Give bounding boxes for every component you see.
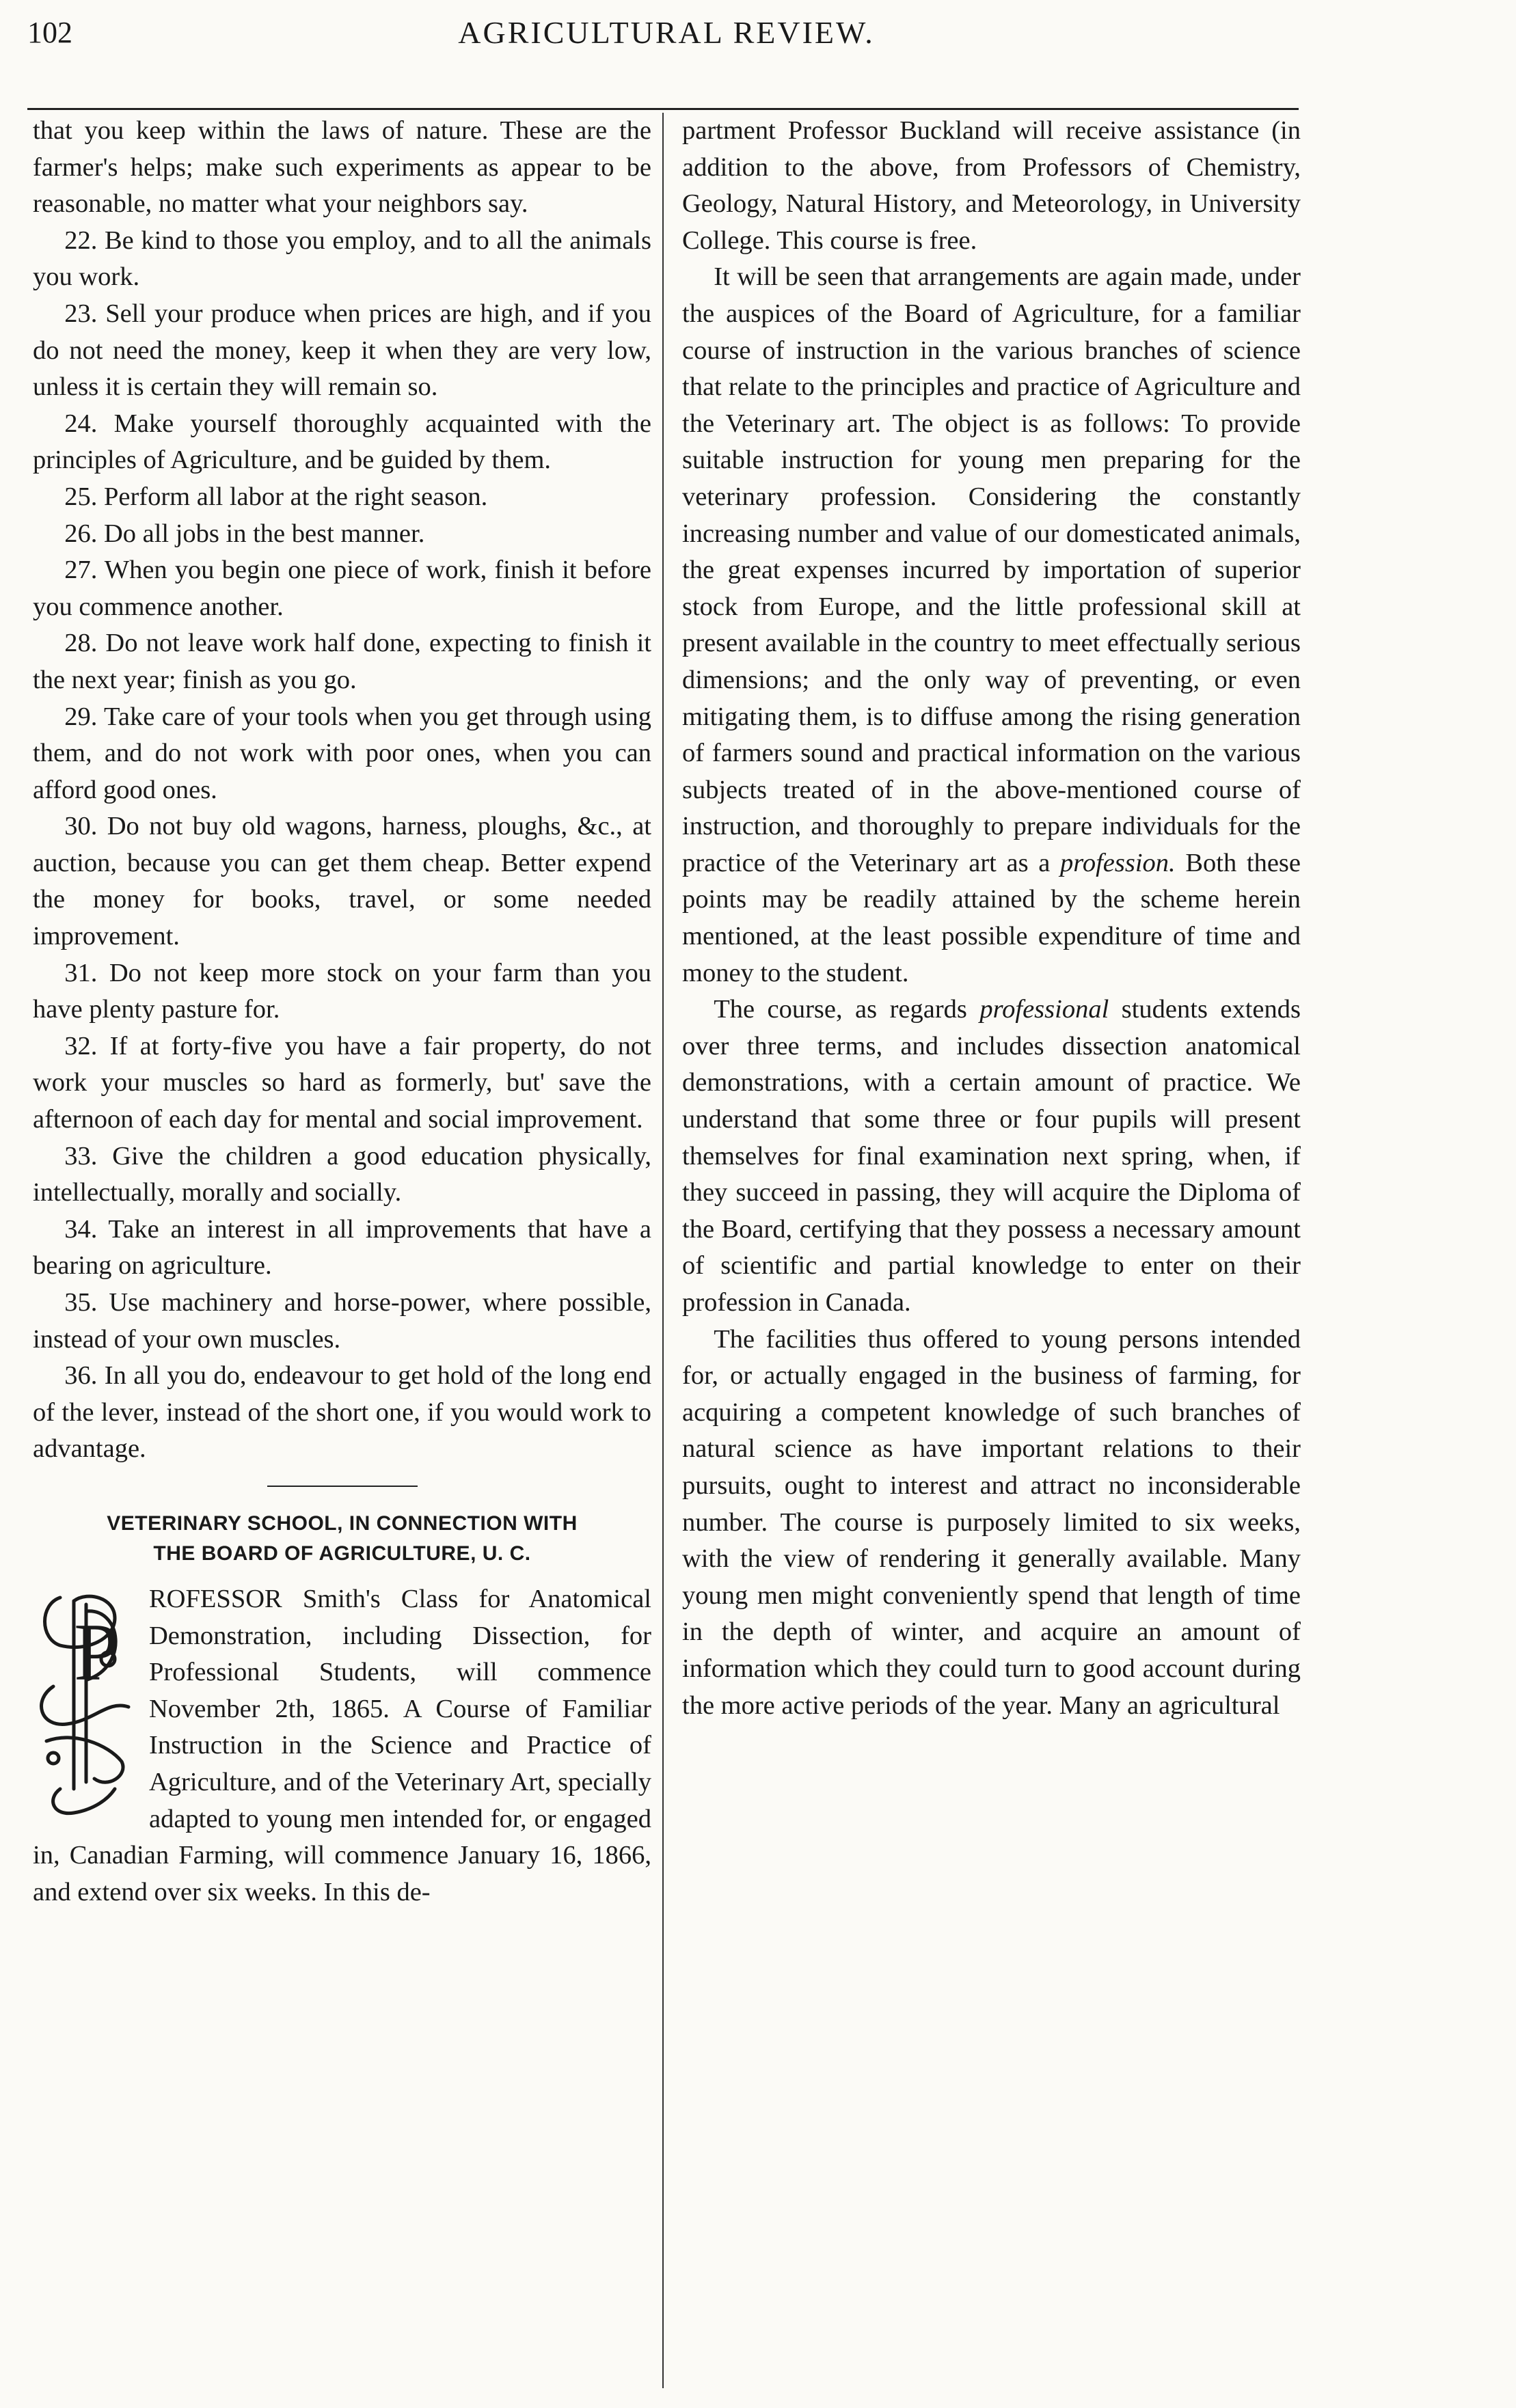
rule-35: 35. Use machinery and horse-power, where possible, instead of your own muscles. <box>33 1288 651 1354</box>
rule-28: 28. Do not leave work half done, expecting to finish it the next year; finish as you go. <box>33 629 651 694</box>
left-column <box>33 113 651 1911</box>
right-paragraph-2-text-a: It will be seen that arrangements are again made, under the auspices of the Board of Agriculture, for a familiar course of instruction in the various branches of science that relate to the principles and practice of Agriculture and the Veterinary art. The object is as follows: To provide suitable instruction for young men preparing for the veterinary profession. Considering the constantly increasing number and value of our domesticated animals, the great expenses incurred by importation of superior stock from Europe, and the little professional skill at present available in the country to meet effectually serious dimensions; and the only way of preventing, or even mitigating them, is to diffuse among the rising generation of farmers sound and practical information on the various subjects treated of in the above-mentioned course of instruction, and thoroughly to prepare individuals for the practice of the Veterinary art as a <box>682 262 1301 877</box>
right-paragraph-2 <box>682 259 1301 991</box>
right-paragraph-4: The facilities thus offered to young persons intended for, or actually engaged in the business of farming, for acquiring a competent knowledge of such branches of natural science as have important relations to their pursuits, ought to interest and attract no inconsiderable number. The course is purposely limited to six weeks, with the view of rendering it generally available. Many young men might conveniently spend that length of time in the depth of winter, and acquire an amount of information which they could turn to good account during the more active periods of the year. Many an agricultural <box>682 1324 1301 1720</box>
veterinary-school-paragraph: ROFESSOR Smith's Class for Anatomical Demonstration, including Dissection, for Professional Students, will commence November 2th, 1865. A Course of Familiar Instruction in the Science and Practice of Agriculture, and of the Veterinary Art, specially adapted to young men intended for, or engaged in, Canadian Farming, will commence January 16, 1866, and extend over six weeks. In this de- <box>33 1584 651 1906</box>
section-divider <box>267 1486 418 1487</box>
page-header <box>27 12 1305 60</box>
page-number: 102 <box>27 16 72 49</box>
rule-23: 23. Sell your produce when prices are high, and if you do not need the money, keep it when they are very low, unless it is certain they will remain so. <box>33 299 651 402</box>
rule-24: 24. Make yourself thoroughly acquainted with the principles of Agriculture, and be guided by them. <box>33 409 651 475</box>
section-heading-line-2: THE BOARD OF AGRICULTURE, U. C. <box>153 1542 531 1565</box>
right-paragraph-2-italic: profession. <box>1060 848 1176 877</box>
right-paragraph-3-text-a: The course, as regards <box>714 995 980 1024</box>
rule-32: 32. If at forty-five you have a fair property, do not work your muscles so hard as formerly, but' save the afternoon of each day for mental and social improvement. <box>33 1031 651 1134</box>
column-divider <box>662 113 664 2388</box>
right-paragraph-3-italic: professional <box>979 995 1109 1024</box>
rule-22: 22. Be kind to those you employ, and to all the animals you work. <box>33 225 651 292</box>
section-body <box>33 1581 651 1911</box>
rule-33: 33. Give the children a good education physically, intellectually, morally and socially. <box>33 1141 651 1207</box>
ornamental-p-icon <box>33 1584 141 1823</box>
right-column <box>682 113 1301 1724</box>
rule-25: 25. Perform all labor at the right season. <box>64 482 488 511</box>
running-head: AGRICULTURAL REVIEW. <box>458 15 875 50</box>
rule-36: 36. In all you do, endeavour to get hold of the long end of the lever, instead of the short one, if you would work to advantage. <box>33 1361 651 1464</box>
right-paragraph-3 <box>682 991 1301 1321</box>
rule-29: 29. Take care of your tools when you get through using them, and do not work with poor ones, when you can afford good ones. <box>33 702 651 804</box>
right-paragraph-3-text-b: students extends over three terms, and includes dissection anatomical demonstrations, with a certain amount of practice. We understand that some three or four pupils will present themselves for final examination next spring, when, if they succeed in passing, they will acquire the Diploma of the Board, certifying that they possess a necessary amount of scientific and partial knowledge to enter on their profession in Canada. <box>682 995 1301 1317</box>
dropcap-letter: P <box>74 1606 120 1697</box>
header-rule <box>27 108 1299 110</box>
rule-31: 31. Do not keep more stock on your farm than you have plenty pasture for. <box>33 958 651 1024</box>
continued-paragraph: that you keep within the laws of nature. These are the farmer's helps; make such experiments as appear to be reasonable, no matter what your neighbors say. <box>33 116 651 219</box>
rule-26: 26. Do all jobs in the best manner. <box>64 519 425 548</box>
right-paragraph-2-text-b: Both these points may be readily attained by the scheme herein mentioned, at the least possible expenditure of time and money to the student. <box>682 848 1301 987</box>
ornamental-dropcap-p <box>33 1584 141 1823</box>
rule-30: 30. Do not buy old wagons, harness, ploughs, &c., at auction, because you can get them cheap. Better expend the money for books, travel, or some needed improvement. <box>33 812 651 951</box>
section-heading <box>33 1509 651 1569</box>
rule-27: 27. When you begin one piece of work, finish it before you commence another. <box>33 556 651 621</box>
section-heading-line-1: VETERINARY SCHOOL, IN CONNECTION WITH <box>107 1511 578 1535</box>
right-paragraph-1: partment Professor Buckland will receive assistance (in addition to the above, from Professors of Chemistry, Geology, Natural History, and Meteorology, in University College. This course is free. <box>682 116 1301 255</box>
text-columns <box>27 113 1299 2395</box>
rule-34: 34. Take an interest in all improvements that have a bearing on agriculture. <box>33 1214 651 1281</box>
